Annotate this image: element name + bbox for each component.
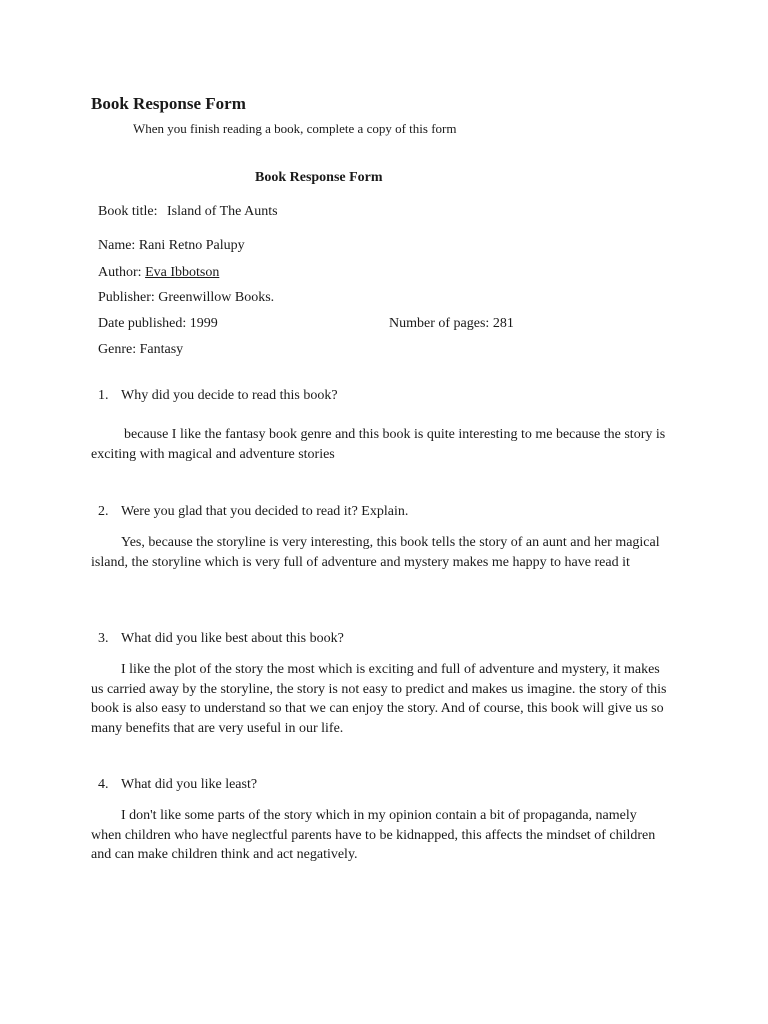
name-value: Rani Retno Palupy — [138, 238, 245, 253]
answer-4: I don't like some parts of the story which in my opinion contain a bit of propaganda, namely when children who have neglectful parents have to be kidnapped, this affects the mindset of children and can make children think and act negatively. — [91, 808, 656, 862]
date-published-field — [98, 316, 218, 332]
publisher-field — [98, 290, 274, 306]
number-of-pages-value: 281 — [492, 316, 514, 331]
number-of-pages-label: Number of pages: — [389, 316, 490, 331]
question-number: 3. — [98, 631, 109, 646]
answer-3: I like the plot of the story the most which is exciting and full of adventure and mystery, it makes us carried away by the storyline, the story is not easy to predict and makes us imagine. the story of this book is also easy to understand so that we can enjoy the story. And of course, this book will give us so many benefits that are very useful in our life. — [91, 662, 667, 736]
question-text: What did you like least? — [121, 777, 258, 792]
date-published-value: 1999 — [189, 316, 218, 331]
document-title: Book Response Form — [91, 94, 246, 113]
name-field — [98, 238, 245, 254]
genre-value: Fantasy — [139, 342, 184, 357]
question-2 — [98, 504, 408, 520]
question-text: What did you like best about this book? — [121, 631, 344, 646]
genre-label: Genre: — [98, 342, 137, 357]
book-title-field — [98, 204, 278, 220]
number-of-pages-field — [389, 316, 514, 332]
book-title-value: Island of The Aunts — [167, 204, 278, 219]
form-heading: Book Response Form — [255, 170, 383, 185]
publisher-label: Publisher: — [98, 290, 155, 305]
question-4 — [98, 777, 257, 793]
question-text: Why did you decide to read this book? — [121, 388, 338, 403]
document-subtitle: When you finish reading a book, complete a copy of this form — [133, 121, 457, 136]
author-value: Eva Ibbotson — [145, 265, 220, 280]
answer-1: because I like the fantasy book genre and this book is quite interesting to me because the story is exciting with magical and adventure stories — [91, 427, 666, 462]
answer-2: Yes, because the storyline is very interesting, this book tells the story of an aunt and her magical island, the storyline which is very full of adventure and mystery makes me happy to have read it — [91, 535, 660, 570]
publisher-value: Greenwillow Books. — [158, 290, 275, 305]
question-number: 2. — [98, 504, 109, 519]
name-label: Name: — [98, 238, 136, 253]
question-number: 4. — [98, 777, 109, 792]
question-3 — [98, 631, 344, 647]
question-1 — [98, 388, 338, 404]
date-published-label: Date published: — [98, 316, 187, 331]
book-title-label: Book title: — [98, 204, 158, 219]
question-number: 1. — [98, 388, 109, 403]
question-text: Were you glad that you decided to read it? Explain. — [121, 504, 409, 519]
genre-field — [98, 342, 183, 358]
author-field — [98, 265, 219, 281]
author-label: Author: — [98, 265, 142, 280]
